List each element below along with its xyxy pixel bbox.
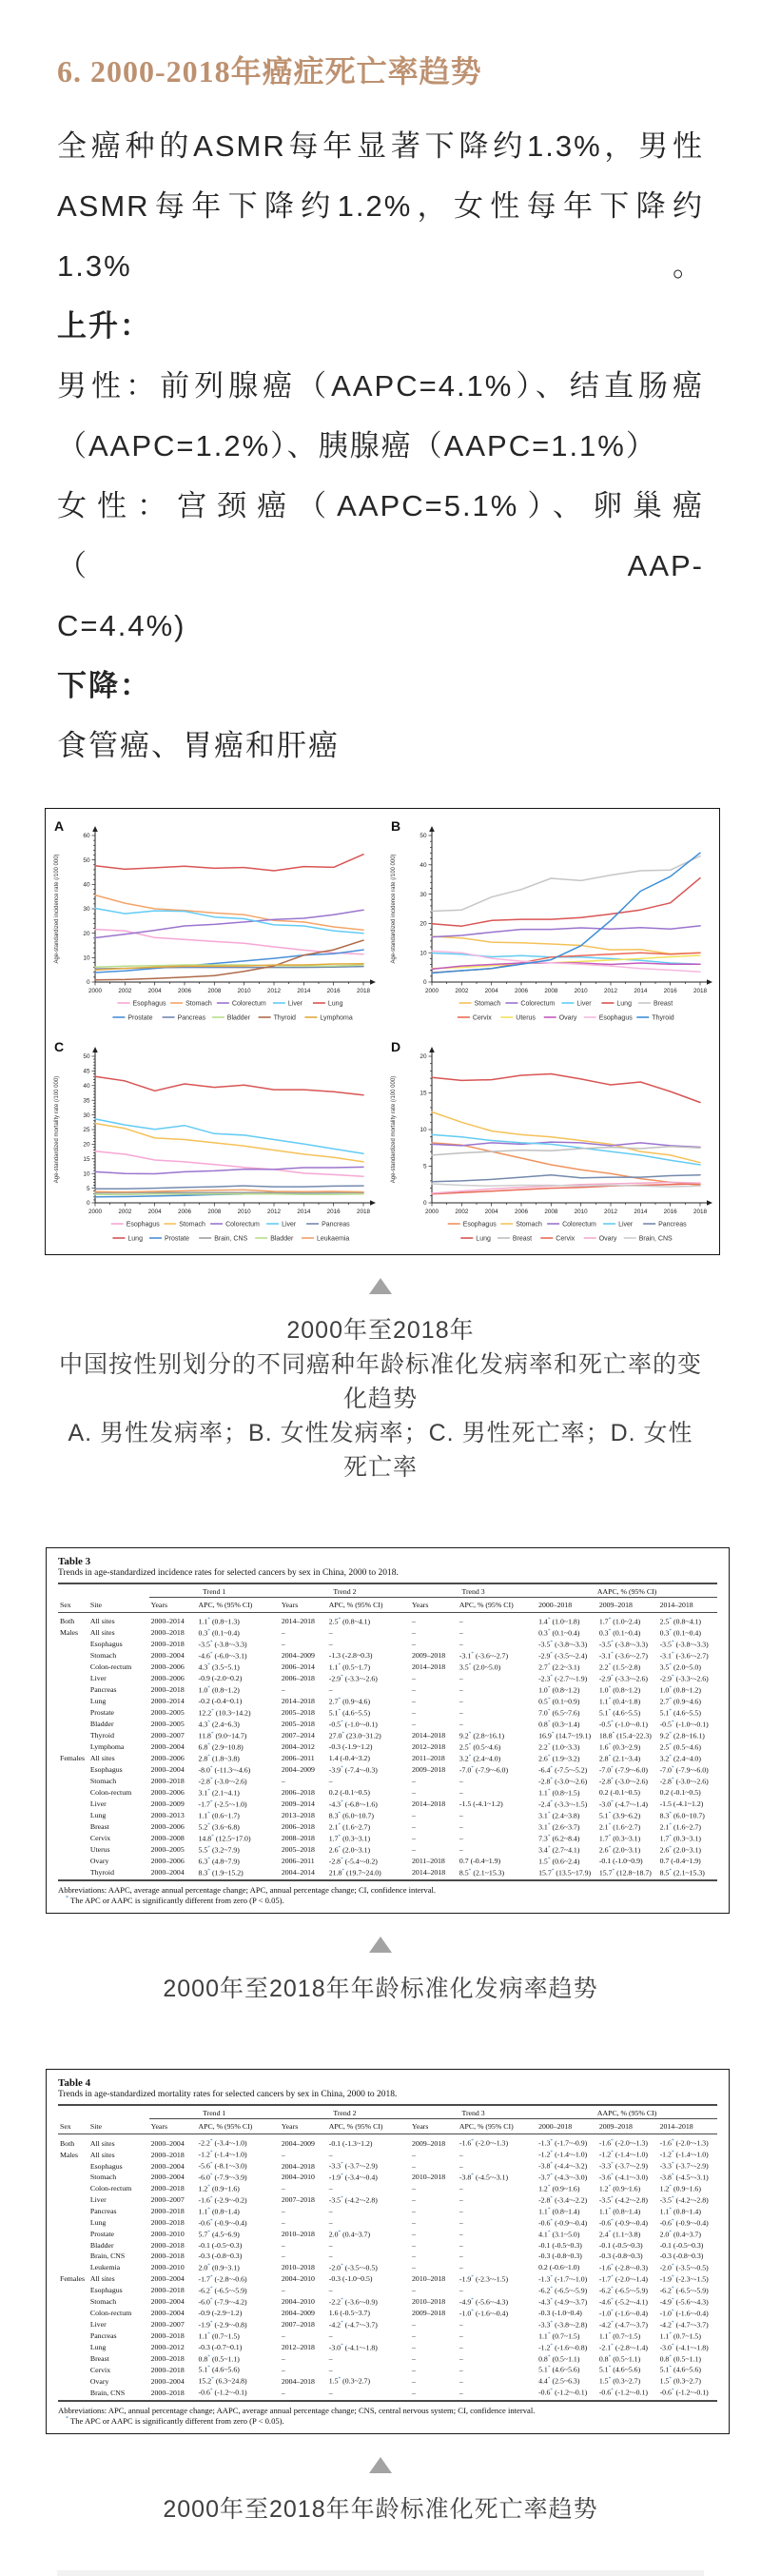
- svg-text:0: 0: [422, 979, 427, 987]
- svg-text:2000: 2000: [424, 1209, 439, 1215]
- svg-text:20: 20: [420, 1053, 427, 1061]
- svg-text:2006: 2006: [177, 988, 192, 994]
- svg-text:50: 50: [83, 1053, 90, 1061]
- body-line: （AAPC=1.2%）、胰腺癌（AAPC=1.1%）: [57, 429, 657, 462]
- svg-text:5: 5: [422, 1163, 427, 1170]
- svg-text:2002: 2002: [455, 988, 469, 994]
- table-row: Females All sites 2000–2004 -1.7* (-2.8~-0.6) 2004–2010 -0.3 (-1.0~0.5) 2010–2018 -1.9* (-2.3~-1.5) -1.3* (-1.7~-1.0) -1.7* (-2.0~-1.4) -1.9* (-2.3~-1.5): [60, 2273, 709, 2284]
- svg-text:Liver: Liver: [576, 1000, 592, 1008]
- svg-text:10: 10: [83, 1170, 90, 1178]
- table-row: Colon-rectum 2000–2004 -0.9 (-2.9~1.2) 2004–2009 1.6 (-0.5~3.7) 2009–2018 -1.0* (-1.6~-0.4) -0.3 (-1.0~0.4) -1.0* (-1.6~-0.4) -1.0* (-1.6~-0.4): [89, 2308, 709, 2318]
- table-row: Stomach 2000–2018 -2.8* (-3.0~-2.6) – – – – -2.8* (-3.0~-2.6) -2.8* (-3.0~-2.6) -2.8* (-3.0~-2.6): [89, 1776, 709, 1786]
- svg-text:2004: 2004: [147, 988, 162, 994]
- body-line: ASMR每年下降约1.2%，女性每年下降约1.3%。: [57, 189, 704, 283]
- svg-text:15: 15: [83, 1156, 90, 1163]
- svg-text:2008: 2008: [207, 988, 222, 994]
- svg-text:2006: 2006: [514, 988, 529, 994]
- svg-text:Age-standardized mortality rat: Age-standardized mortality rate (/100 000): [391, 1075, 397, 1184]
- table-row: Cervix 2000–2018 5.1* (4.6~5.6) – – – – 5.1* (4.6~5.6) 5.1* (4.6~5.6) 5.1* (4.6~5.6): [89, 2365, 701, 2375]
- svg-text:30: 30: [83, 906, 90, 914]
- incidence-females-panel: [382, 813, 719, 1031]
- svg-text:Thyroid: Thyroid: [652, 1014, 674, 1022]
- svg-text:2004: 2004: [484, 988, 498, 994]
- mortality-females-panel: [382, 1033, 719, 1251]
- table-row: Colon-rectum 2000–2006 3.1* (2.1~4.1) 2006–2018 0.2 (-0.1~0.5) – – 1.1* (0.8~1.5) 0.2 (-0.1~0.5) 0.2 (-0.1~0.5): [89, 1787, 701, 1798]
- svg-text:Ovary: Ovary: [558, 1014, 577, 1022]
- svg-text:50: 50: [83, 856, 90, 864]
- chart-panel-A: [46, 813, 382, 1031]
- svg-text:35: 35: [83, 1097, 90, 1105]
- table4-caption: [57, 2457, 704, 2527]
- svg-text:0: 0: [86, 979, 90, 987]
- mortality-males-panel: [46, 1033, 382, 1251]
- svg-text:Ovary: Ovary: [598, 1235, 617, 1243]
- table-row: Uterus 2000–2005 5.5* (3.2~7.9) 2005–2018 2.6* (2.0~3.1) – – 3.4* (2.7~4.1) 2.6* (2.0~3.1) 2.6* (2.0~3.1): [89, 1844, 701, 1855]
- svg-text:2012: 2012: [603, 1209, 618, 1215]
- table4-significance-note: * The APC or AAPC is significantly different from zero (P < 0.05).: [66, 2416, 284, 2426]
- svg-text:Pancreas: Pancreas: [177, 1014, 206, 1022]
- body-line: 下降：: [57, 669, 151, 702]
- table-row: Esophagus 2000–2018 -3.5* (-3.8~-3.3) – – – – -3.5* (-3.8~-3.3) -3.5* (-3.8~-3.3) -3.5* (-3.8~-3.3): [89, 1640, 709, 1649]
- triangle-up-icon: [369, 1937, 392, 1953]
- trends-figure: [45, 808, 720, 1255]
- svg-text:0: 0: [422, 1200, 427, 1208]
- body-line: 女性：宫颈癌（AAPC=5.1%）、卵巢癌（AAP-: [57, 489, 704, 582]
- table3-significance-note: * The APC or AAPC is significantly different from zero (P < 0.05).: [66, 1896, 284, 1906]
- table3-caption-line: 2000年至2018年年龄标准化发病率趋势: [163, 1976, 598, 2003]
- svg-text:Thyroid: Thyroid: [273, 1014, 296, 1022]
- table4-label: Table 4: [58, 2077, 91, 2090]
- svg-text:Liver: Liver: [618, 1221, 634, 1229]
- table-row: Colon-rectum 2000–2006 4.3* (3.5~5.1) 2006–2014 1.1* (0.5~1.7) 2014–2018 3.5* (2.0~5.0) 2.7* (2.2~3.1) 2.2* (1.5~2.8) 3.5* (2.0~5.0): [89, 1662, 701, 1672]
- table-row: Prostate 2000–2010 5.7* (4.5~6.9) 2010–2018 2.0* (0.4~3.7) – – 4.1* (3.1~5.0) 2.4* (1.1~3.8) 2.0* (0.4~3.7): [89, 2230, 701, 2239]
- svg-text:20: 20: [420, 920, 427, 928]
- svg-text:2008: 2008: [544, 1209, 558, 1215]
- svg-text:0: 0: [86, 1200, 90, 1208]
- svg-text:2010: 2010: [237, 1209, 251, 1215]
- table4-box: [46, 2069, 730, 2434]
- svg-text:Liver: Liver: [282, 1221, 297, 1229]
- table-row: Lymphoma 2000–2004 6.8* (2.9~10.8) 2004–2012 -0.3 (-1.9~1.2) 2012–2018 2.5* (0.5~4.6) 2.2* (1.0~3.3) 1.6* (0.3~2.9) 2.5* (0.5~4.6): [89, 1741, 701, 1752]
- svg-text:Colorectum: Colorectum: [225, 1221, 260, 1229]
- body-line: 食管癌、胃癌和肝癌: [57, 729, 340, 762]
- svg-text:Colorectum: Colorectum: [231, 1000, 266, 1008]
- table-row: Stomach 2000–2004 -6.0* (-7.9~-3.9) 2004–2010 -1.9* (-3.4~-0.4) 2010–2018 -3.8* (-4.5~-3.1) -3.7* (-4.3~-3.0) -3.6* (-4.1~-3.0) -3.8* (-4.5~-3.1): [89, 2173, 709, 2182]
- svg-text:C: C: [54, 1039, 65, 1054]
- svg-text:2016: 2016: [663, 988, 677, 994]
- svg-text:Colorectum: Colorectum: [520, 1000, 556, 1008]
- svg-text:Lung: Lung: [327, 1000, 343, 1008]
- svg-text:20: 20: [83, 930, 90, 937]
- table-row: Stomach 2000–2004 -6.0* (-7.9~-4.2) 2004–2010 -2.2* (-3.6~-0.9) 2010–2018 -4.9* (-5.6~-4.3) -4.3* (-4.9~-3.7) -4.6* (-5.2~-4.1) -4.9* (-5.6~-4.3): [89, 2296, 709, 2307]
- svg-text:15: 15: [420, 1090, 427, 1097]
- svg-text:Pancreas: Pancreas: [658, 1221, 687, 1229]
- table-row: Liver 2000–2007 -1.6* (-2.9~-0.2) 2007–2018 -3.5* (-4.2~-2.8) – – -2.8* (-3.4~-2.2) -3.5* (-4.2~-2.8) -3.5* (-4.2~-2.8): [89, 2195, 709, 2205]
- table-row: Leukemia 2000–2010 2.0* (0.9~3.1) 2010–2018 -2.0* (-3.5~-0.5) – – 0.2 (-0.6~1.0) -1.6* (-2.8~-0.3) -2.0* (-3.5~-0.5): [89, 2262, 709, 2272]
- svg-text:Cervix: Cervix: [556, 1235, 576, 1243]
- svg-text:2016: 2016: [326, 1209, 341, 1215]
- figure-caption-line: A. 男性发病率；B. 女性发病率；C. 男性死亡率；D. 女性死亡率: [68, 1420, 693, 1481]
- svg-text:40: 40: [420, 862, 427, 869]
- svg-text:2006: 2006: [514, 1209, 529, 1215]
- svg-text:2014: 2014: [634, 1209, 648, 1215]
- svg-text:40: 40: [83, 1083, 90, 1090]
- table-row: Esophagus 2000–2004 -8.0* (-11.3~-4.6) 2004–2009 -3.9* (-7.4~-0.3) 2009–2018 -7.0* (-7.9~-6.0) -6.4* (-7.5~-5.2) -7.0* (-7.9~-6.0) -7.0* (-7.9~-6.0): [89, 1764, 709, 1775]
- svg-text:10: 10: [83, 954, 90, 962]
- svg-text:2002: 2002: [118, 1209, 132, 1215]
- figure-caption: [57, 1278, 704, 1485]
- table-row: Prostate 2000–2005 12.2* (10.3~14.2) 2005–2018 5.1* (4.6~5.5) – – 7.0* (6.5~7.6) 5.1* (4.6~5.5) 5.1* (4.6~5.5): [89, 1707, 701, 1718]
- chart-panel-B: [382, 813, 719, 1031]
- table3-box: [46, 1547, 730, 1914]
- table-row: Lung 2000–2018 -0.6* (-0.9~-0.4) – – – – -0.6* (-0.9~-0.4) -0.6* (-0.9~-0.4) -0.6* (-0.9~-0.4): [89, 2218, 709, 2228]
- svg-text:Age-standardized incidence rat: Age-standardized incidence rate (/100 000): [54, 854, 60, 964]
- table-row: Esophagus 2000–2018 -6.2* (-6.5~-5.9) – – – – -6.2* (-6.5~-5.9) -6.2* (-6.5~-5.9) -6.2* (-6.5~-5.9): [89, 2285, 709, 2295]
- svg-text:2000: 2000: [424, 988, 439, 994]
- svg-text:2018: 2018: [356, 1209, 371, 1215]
- figure-caption-line: 中国按性别划分的不同癌种年龄标准化发病率和死亡率的变化趋势: [58, 1351, 702, 1412]
- table-row: Males All sites 2000–2018 -1.2* (-1.4~-1.0) – – – – -1.2* (-1.4~-1.0) -1.2* (-1.4~-1.0) -1.2* (-1.4~-1.0): [60, 2150, 709, 2159]
- svg-text:2004: 2004: [484, 1209, 498, 1215]
- svg-text:2000: 2000: [88, 988, 103, 994]
- svg-text:Pancreas: Pancreas: [322, 1221, 350, 1229]
- table4-grid: [58, 2104, 717, 2402]
- trends-data-table: Sex Site Trend 1 Trend 2 Trend 3 AAPC, % (95% CI) Years APC, % (95% CI) Years APC, % (95% CI) Years APC, % (95% CI) 2000–2018 2009–2018 2014–2018 Both All sites 2000–2014 1.1* (0.8~1.3) 2014–2018 2.5* (0.8~4.1) – – 1.4* (1.0~1.8) 1.7* (1.0~2.4) 2.5* (0.8~4.1) Males All sites 2000–2018 0.3* (0.1~0.4) – – – – 0.3* (0.1~0.4) 0.3* (0.1~0.4) 0.3* (0.1~0.4) Esophagus 2000–2018 -3.5* (-3.8~-3.3) – – – – -3.5* (-3.8~-3.3) -3.5* (-3.8~-3.3) -3.5* (-3.8~-3.3) Stomach 2000–2004 -4.6* (-6.0~-3.1) 2004–2009 -1.3 (-2.8~0.3) 2009–2018 -3.1* (-3.6~-2.7) -2.9* (-3.5~-2.4) -3.1* (-3.6~-2.7) -3.1* (-3.6~-2.7) Colon-rectum 2000–2006 4.3* (3.5~5.1) 2006–2014 1.1* (0.5~1.7) 2014–2018 3.5* (2.0~5.0) 2.7* (2.2~3.1) 2.2* (1.5~2.8) 3.5* (2.0~5.0) Liver 2000–2006 -0.9 (-2.0~0.2) 2006–2018 -2.9* (-3.3~-2.6) – – -2.3* (-2.7~-1.9) -2.9* (-3.3~-2.6) -2.9* (-3.3~-2.6) Pancreas 2000–2018 1.0* (0.8~1.2) – – – – 1.0* (0.8~1.2) 1.0* (0.8~1.2) 1.0* (0.8~1.2) Lung 2000–2014 -0.2 (-0.4~0.1) 2014–2018 2.7* (0.9~4.6) – – 0.5* (0.1~0.9) 1.1* (0.4~1.8) 2.7* (0.9~4.6) Prostate 2000–2005 12.2* (10.3~14.2) 2005–2018 5.1* (4.6~5.5) – – 7.0* (6.5~7.6) 5.1* (4.6~5.5) 5.1* (4.6~5.5) Bladder 2000–2005 4.3* (2.4~6.3) 2005–2018 -0.5* (-1.0~-0.1) – – 0.8* (0.3~1.4) -0.5* (-1.0~-0.1) -0.5* (-1.0~-0.1) Thyroid 2000–2007 11.8* (9.0~14.7) 2007–2014 27.0* (23.0~31.2) 2014–2018 9.2* (2.8~16.1) 16.9* (14.7~19.1) 18.8* (15.4~22.3) 9.2* (2.8~16.1) Lymphoma 2000–2004 6.8* (2.9~10.8) 2004–2012 -0.3 (-1.9~1.2) 2012–2018 2.5* (0.5~4.6) 2.2* (1.0~3.3) 1.6* (0.3~2.9) 2.5* (0.5~4.6) Females All sites 2000–2006 2.8* (1.8~3.8) 2006–2011 1.4 (-0.4~3.2) 2011–2018 3.2* (2.4~4.0) 2.6* (1.9~3.2) 2.8* (2.1~3.4) 3.2* (2.4~4.0) Esophagus 2000–2004 -8.0* (-11.3~-4.6) 2004–2009 -3.9* (-7.4~-0.3) 2009–2018 -7.0* (-7.9~-6.0) -6.4* (-7.5~-5.2) -7.0* (-7.9~-6.0) -7.0* (-7.9~-6.0) Stomach 2000–2018 -2.8* (-3.0~-2.6) – – – – -2.8* (-3.0~-2.6) -2.8* (-3.0~-2.6) -2.8* (-3.0~-2.6) Colon-rectum 2000–2006 3.1* (2.1~4.1) 2006–2018 0.2 (-0.1~0.5) – – 1.1* (0.8~1.5) 0.2 (-0.1~0.5) 0.2 (-0.1~0.5) Liver 2000–2009 -1.7* (-2.5~-1.0) 2009–2014 -4.3* (-6.8~-1.6) 2014–2018 -1.5 (-4.1~1.2) -2.4* (-3.3~-1.5) -3.0* (-4.7~-1.4) -1.5 (-4.1~1.2) Lung 2000–2013 1.1* (0.6~1.7) 2013–2018 8.3* (6.0~10.7) – – 3.1* (2.4~3.8) 5.1* (3.9~6.2) 8.3* (6.0~10.7) Breast 2000–2006 5.2* (3.6~6.8) 2006–2018 2.1* (1.6~2.7) – – 3.1* (2.6~3.7) 2.1* (1.6~2.7) 2.1* (1.6~2.7) Cervix 2000–2008 14.8* (12.5~17.0) 2008–2018 1.7* (0.3~3.1) – – 7.3* (6.2~8.4) 1.7* (0.3~3.1) 1.7* (0.3~3.1) Uterus 2000–2005 5.5* (3.2~7.9) 2005–2018 2.6* (2.0~3.1) – – 3.4* (2.7~4.1) 2.6* (2.0~3.1) 2.6* (2.0~3.1) Ovary 2000–2006 6.3* (4.8~7.9) 2006–2011 -2.8* (-5.4~-0.2) 2011–2018 0.7 (-0.4~1.9) 1.5* (0.6~2.4) -0.1 (-1.0~0.9) 0.7 (-0.4~1.9) Thyroid 2000–2004 8.3* (1.9~15.2) 2004–2014 21.8* (19.7~24.0) 2014–2018 8.5* (2.1~15.3) 15.7* (13.5~17.9) 15.7* (12.8~18.7) 8.5* (2.1~15.3): [58, 1583, 717, 1881]
- svg-text:25: 25: [83, 1127, 90, 1134]
- table-row: Brain, CNS 2000–2018 -0.3 (-0.8~0.3) – – – – -0.3 (-0.8~0.3) -0.3 (-0.8~0.3) -0.3 (-0.8~0.3): [89, 2252, 704, 2261]
- body-line: 全癌种的ASMR每年显著下降约1.3%，男性: [57, 129, 704, 163]
- svg-text:10: 10: [420, 950, 427, 957]
- svg-text:2010: 2010: [237, 988, 251, 994]
- svg-text:2018: 2018: [356, 988, 371, 994]
- table3-description: Trends in age-standardized incidence rates for selected cancers by sex in China, 2000 to 2018.: [58, 1568, 399, 1578]
- triangle-up-icon: [369, 1278, 392, 1294]
- svg-text:Colorectum: Colorectum: [562, 1221, 596, 1229]
- table-row: Females All sites 2000–2006 2.8* (1.8~3.8) 2006–2011 1.4 (-0.4~3.2) 2011–2018 3.2* (2.4~4.0) 2.6* (1.9~3.2) 2.8* (2.1~3.4) 3.2* (2.4~4.0): [60, 1753, 701, 1763]
- svg-text:2014: 2014: [634, 988, 648, 994]
- table3-grid: [58, 1583, 717, 1881]
- svg-text:2018: 2018: [693, 1209, 708, 1215]
- svg-text:Lymphoma: Lymphoma: [320, 1014, 353, 1022]
- svg-text:2016: 2016: [326, 988, 341, 994]
- svg-text:Esophagus: Esophagus: [598, 1014, 633, 1022]
- svg-text:5: 5: [86, 1185, 90, 1192]
- svg-text:Brain, CNS: Brain, CNS: [214, 1235, 248, 1243]
- svg-text:10: 10: [420, 1127, 427, 1134]
- svg-text:D: D: [391, 1039, 401, 1054]
- svg-text:2002: 2002: [118, 988, 132, 994]
- svg-text:2014: 2014: [297, 988, 311, 994]
- svg-text:2008: 2008: [544, 988, 558, 994]
- svg-text:30: 30: [83, 1111, 90, 1119]
- svg-text:Lung: Lung: [616, 1000, 632, 1008]
- svg-text:50: 50: [420, 833, 427, 840]
- svg-text:Stomach: Stomach: [185, 1000, 212, 1008]
- table-row: Both All sites 2000–2004 -2.2* (-3.4~-1.0) 2004–2009 -0.1 (-1.3~1.2) 2009–2018 -1.6* (-2.0~-1.3) -1.3* (-1.7~-0.9) -1.6* (-2.0~-1.3) -1.6* (-2.0~-1.3): [60, 2138, 709, 2148]
- svg-text:2004: 2004: [147, 1209, 162, 1215]
- chart-panel-C: [46, 1033, 382, 1251]
- table4-caption-line: 2000年至2018年年龄标准化死亡率趋势: [163, 2496, 598, 2523]
- table-row: Colon-rectum 2000–2018 1.2* (0.9~1.6) – – – – 1.2* (0.9~1.6) 1.2* (0.9~1.6) 1.2* (0.9~1.6): [89, 2184, 701, 2193]
- svg-text:Age-standardized incidence rat: Age-standardized incidence rate (/100 000): [391, 854, 397, 964]
- svg-text:Cervix: Cervix: [472, 1014, 492, 1022]
- svg-text:2010: 2010: [574, 988, 588, 994]
- table-row: Liver 2000–2006 -0.9 (-2.0~0.2) 2006–2018 -2.9* (-3.3~-2.6) – – -2.3* (-2.7~-1.9) -2.9* (-3.3~-2.6) -2.9* (-3.3~-2.6): [89, 1674, 709, 1683]
- svg-text:2016: 2016: [663, 1209, 677, 1215]
- table-row: Pancreas 2000–2018 1.0* (0.8~1.2) – – – – 1.0* (0.8~1.2) 1.0* (0.8~1.2) 1.0* (0.8~1.2): [89, 1685, 701, 1695]
- table-row: Thyroid 2000–2007 11.8* (9.0~14.7) 2007–2014 27.0* (23.0~31.2) 2014–2018 9.2* (2.8~16.1) 16.9* (14.7~19.1) 18.8* (15.4~22.3) 9.2* (2.8~16.1): [89, 1730, 705, 1740]
- svg-text:2014: 2014: [297, 1209, 311, 1215]
- table3-abbreviations: Abbreviations: AAPC, average annual percentage change; APC, annual percentage change; CI, confidence interval.: [58, 1885, 437, 1896]
- svg-text:40: 40: [83, 881, 90, 889]
- table-row: Cervix 2000–2008 14.8* (12.5~17.0) 2008–2018 1.7* (0.3~3.1) – – 7.3* (6.2~8.4) 1.7* (0.3~3.1) 1.7* (0.3~3.1): [89, 1833, 701, 1843]
- triangle-up-icon: [369, 2457, 392, 2473]
- table4-description: Trends in age-standardized mortality rates for selected cancers by sex in China, 2000 to 2018.: [58, 2090, 398, 2100]
- svg-text:Bladder: Bladder: [226, 1014, 250, 1022]
- incidence-males-panel: [46, 813, 382, 1031]
- table-row: Stomach 2000–2004 -4.6* (-6.0~-3.1) 2004–2009 -1.3 (-2.8~0.3) 2009–2018 -3.1* (-3.6~-2.7) -2.9* (-3.5~-2.4) -3.1* (-3.6~-2.7) -3.1* (-3.6~-2.7): [89, 1651, 709, 1661]
- table-row: Bladder 2000–2018 -0.1 (-0.5~0.3) – – – – -0.1 (-0.5~0.3) -0.1 (-0.5~0.3) -0.1 (-0.5~0.3): [89, 2241, 704, 2250]
- svg-text:20: 20: [83, 1141, 90, 1149]
- table-row: Males All sites 2000–2018 0.3* (0.1~0.4) – – – – 0.3* (0.1~0.4) 0.3* (0.1~0.4) 0.3* (0.1~0.4): [60, 1628, 701, 1638]
- table-row: Pancreas 2000–2018 1.1* (0.7~1.5) – – – – 1.1* (0.7~1.5) 1.1* (0.7~1.5) 1.1* (0.7~1.5): [89, 2330, 701, 2341]
- svg-text:2012: 2012: [603, 988, 618, 994]
- svg-text:2002: 2002: [455, 1209, 469, 1215]
- svg-text:Age-standardized mortality rat: Age-standardized mortality rate (/100 000): [54, 1075, 60, 1184]
- svg-text:Prostate: Prostate: [165, 1235, 190, 1243]
- svg-text:Liver: Liver: [287, 1000, 303, 1008]
- svg-text:Breast: Breast: [654, 1000, 673, 1008]
- table-row: Lung 2000–2012 -0.3 (-0.7~0.1) 2012–2018 -3.0* (-4.1~-1.8) – – -1.2* (-1.6~-0.8) -2.1* (-2.8~-1.4) -3.0* (-4.1~-1.8): [89, 2342, 709, 2352]
- table-row: Liver 2000–2007 -1.9* (-2.9~-0.8) 2007–2018 -4.2* (-4.7~-3.7) – – -3.3* (-3.8~-2.8) -4.2* (-4.7~-3.7) -4.2* (-4.7~-3.7): [89, 2319, 709, 2330]
- body-line: C=4.4%): [57, 609, 186, 642]
- table-row: Breast 2000–2018 0.8* (0.5~1.1) – – – – 0.8* (0.5~1.1) 0.8* (0.5~1.1) 0.8* (0.5~1.1): [89, 2353, 701, 2364]
- table-row: Esophagus 2000–2004 -5.6* (-8.1~-3.0) 2004–2018 -3.3* (-3.7~-2.9) – – -3.8* (-4.4~-3.2) -3.3* (-3.7~-2.9) -3.3* (-3.7~-2.9): [89, 2161, 709, 2171]
- svg-text:2012: 2012: [266, 1209, 282, 1215]
- table-row: Bladder 2000–2005 4.3* (2.4~6.3) 2005–2018 -0.5* (-1.0~-0.1) – – 0.8* (0.3~1.4) -0.5* (-1.0~-0.1) -0.5* (-1.0~-0.1): [89, 1719, 709, 1729]
- table3-caption: [57, 1937, 704, 2006]
- svg-text:30: 30: [420, 891, 427, 898]
- body-text: [57, 116, 704, 776]
- svg-text:Stomach: Stomach: [474, 1000, 501, 1008]
- trends-data-table: Sex Site Trend 1 Trend 2 Trend 3 AAPC, % (95% CI) Years APC, % (95% CI) Years APC, % (95% CI) Years APC, % (95% CI) 2000–2018 2009–2018 2014–2018 Both All sites 2000–2004 -2.2* (-3.4~-1.0) 2004–2009 -0.1 (-1.3~1.2) 2009–2018 -1.6* (-2.0~-1.3) -1.3* (-1.7~-0.9) -1.6* (-2.0~-1.3) -1.6* (-2.0~-1.3) Males All sites 2000–2018 -1.2* (-1.4~-1.0) – – – – -1.2* (-1.4~-1.0) -1.2* (-1.4~-1.0) -1.2* (-1.4~-1.0) Esophagus 2000–2004 -5.6* (-8.1~-3.0) 2004–2018 -3.3* (-3.7~-2.9) – – -3.8* (-4.4~-3.2) -3.3* (-3.7~-2.9) -3.3* (-3.7~-2.9) Stomach 2000–2004 -6.0* (-7.9~-3.9) 2004–2010 -1.9* (-3.4~-0.4) 2010–2018 -3.8* (-4.5~-3.1) -3.7* (-4.3~-3.0) -3.6* (-4.1~-3.0) -3.8* (-4.5~-3.1) Colon-rectum 2000–2018 1.2* (0.9~1.6) – – – – 1.2* (0.9~1.6) 1.2* (0.9~1.6) 1.2* (0.9~1.6) Liver 2000–2007 -1.6* (-2.9~-0.2) 2007–2018 -3.5* (-4.2~-2.8) – – -2.8* (-3.4~-2.2) -3.5* (-4.2~-2.8) -3.5* (-4.2~-2.8) Pancreas 2000–2018 1.1* (0.8~1.4) – – – – 1.1* (0.8~1.4) 1.1* (0.8~1.4) 1.1* (0.8~1.4) Lung 2000–2018 -0.6* (-0.9~-0.4) – – – – -0.6* (-0.9~-0.4) -0.6* (-0.9~-0.4) -0.6* (-0.9~-0.4) Prostate 2000–2010 5.7* (4.5~6.9) 2010–2018 2.0* (0.4~3.7) – – 4.1* (3.1~5.0) 2.4* (1.1~3.8) 2.0* (0.4~3.7) Bladder 2000–2018 -0.1 (-0.5~0.3) – – – – -0.1 (-0.5~0.3) -0.1 (-0.5~0.3) -0.1 (-0.5~0.3) Brain, CNS 2000–2018 -0.3 (-0.8~0.3) – – – – -0.3 (-0.8~0.3) -0.3 (-0.8~0.3) -0.3 (-0.8~0.3) Leukemia 2000–2010 2.0* (0.9~3.1) 2010–2018 -2.0* (-3.5~-0.5) – – 0.2 (-0.6~1.0) -1.6* (-2.8~-0.3) -2.0* (-3.5~-0.5) Females All sites 2000–2004 -1.7* (-2.8~-0.6) 2004–2010 -0.3 (-1.0~0.5) 2010–2018 -1.9* (-2.3~-1.5) -1.3* (-1.7~-1.0) -1.7* (-2.0~-1.4) -1.9* (-2.3~-1.5) Esophagus 2000–2018 -6.2* (-6.5~-5.9) – – – – -6.2* (-6.5~-5.9) -6.2* (-6.5~-5.9) -6.2* (-6.5~-5.9) Stomach 2000–2004 -6.0* (-7.9~-4.2) 2004–2010 -2.2* (-3.6~-0.9) 2010–2018 -4.9* (-5.6~-4.3) -4.3* (-4.9~-3.7) -4.6* (-5.2~-4.1) -4.9* (-5.6~-4.3) Colon-rectum 2000–2004 -0.9 (-2.9~1.2) 2004–2009 1.6 (-0.5~3.7) 2009–2018 -1.0* (-1.6~-0.4) -0.3 (-1.0~0.4) -1.0* (-1.6~-0.4) -1.0* (-1.6~-0.4) Liver 2000–2007 -1.9* (-2.9~-0.8) 2007–2018 -4.2* (-4.7~-3.7) – – -3.3* (-3.8~-2.8) -4.2* (-4.7~-3.7) -4.2* (-4.7~-3.7) Pancreas 2000–2018 1.1* (0.7~1.5) – – – – 1.1* (0.7~1.5) 1.1* (0.7~1.5) 1.1* (0.7~1.5) Lung 2000–2012 -0.3 (-0.7~0.1) 2012–2018 -3.0* (-4.1~-1.8) – – -1.2* (-1.6~-0.8) -2.1* (-2.8~-1.4) -3.0* (-4.1~-1.8) Breast 2000–2018 0.8* (0.5~1.1) – – – – 0.8* (0.5~1.1) 0.8* (0.5~1.1) 0.8* (0.5~1.1) Cervix 2000–2018 5.1* (4.6~5.6) – – – – 5.1* (4.6~5.6) 5.1* (4.6~5.6) 5.1* (4.6~5.6) Ovary 2000–2004 15.2* (6.3~24.8) 2004–2018 1.5* (0.3~2.7) – – 4.4* (2.5~6.3) 1.5* (0.3~2.7) 1.5* (0.3~2.7) Brain, CNS 2000–2018 -0.6* (-1.2~-0.1) – – – – -0.6* (-1.2~-0.1) -0.6* (-1.2~-0.1) -0.6* (-1.2~-0.1): [58, 2104, 717, 2402]
- table-row: Pancreas 2000–2018 1.1* (0.8~1.4) – – – – 1.1* (0.8~1.4) 1.1* (0.8~1.4) 1.1* (0.8~1.4): [89, 2207, 701, 2216]
- svg-text:A: A: [54, 818, 65, 834]
- table4-abbreviations: Abbreviations: APC, annual percentage change; AAPC, average annual percentage change; CNS, central nervous system; CI, confidence interval.: [58, 2406, 536, 2415]
- table-row: Thyroid 2000–2004 8.3* (1.9~15.2) 2004–2014 21.8* (19.7~24.0) 2014–2018 8.5* (2.1~15.3) 15.7* (13.5~17.9) 15.7* (12.8~18.7) 8.5* (2.1~15.3): [58, 1866, 717, 1880]
- table-row: Lung 2000–2014 -0.2 (-0.4~0.1) 2014–2018 2.7* (0.9~4.6) – – 0.5* (0.1~0.9) 1.1* (0.4~1.8) 2.7* (0.9~4.6): [89, 1696, 701, 1706]
- table-row: Ovary 2000–2006 6.3* (4.8~7.9) 2006–2011 -2.8* (-5.4~-0.2) 2011–2018 0.7 (-0.4~1.9) 1.5* (0.6~2.4) -0.1 (-1.0~0.9) 0.7 (-0.4~1.9): [89, 1856, 701, 1866]
- svg-text:Lung: Lung: [127, 1235, 143, 1243]
- table3-label: Table 3: [58, 1556, 91, 1567]
- svg-text:Leukaemia: Leukaemia: [317, 1235, 350, 1243]
- svg-text:2012: 2012: [266, 988, 282, 994]
- chart-panel-D: [382, 1033, 719, 1251]
- svg-text:45: 45: [83, 1068, 90, 1075]
- svg-text:2018: 2018: [693, 988, 708, 994]
- svg-text:Bladder: Bladder: [270, 1235, 294, 1243]
- body-line: 男性：前列腺癌（AAPC=4.1%）、结直肠癌: [57, 369, 704, 403]
- svg-text:Esophagus: Esophagus: [462, 1221, 497, 1229]
- page-title: 6. 2000-2018年癌症死亡率趋势: [57, 54, 482, 88]
- body-line: 上升：: [57, 309, 151, 343]
- svg-text:B: B: [391, 818, 401, 834]
- svg-text:2006: 2006: [177, 1209, 192, 1215]
- bottom-divider: [57, 2570, 704, 2576]
- svg-text:Esophagus: Esophagus: [126, 1221, 160, 1229]
- svg-text:60: 60: [83, 833, 90, 840]
- table-row: Lung 2000–2013 1.1* (0.6~1.7) 2013–2018 8.3* (6.0~10.7) – – 3.1* (2.4~3.8) 5.1* (3.9~6.2) 8.3* (6.0~10.7): [89, 1810, 705, 1820]
- svg-text:Esophagus: Esophagus: [132, 1000, 166, 1008]
- svg-text:Uterus: Uterus: [516, 1014, 536, 1022]
- svg-text:Brain, CNS: Brain, CNS: [638, 1235, 673, 1243]
- svg-text:Stomach: Stomach: [516, 1221, 542, 1229]
- svg-text:Lung: Lung: [476, 1235, 491, 1243]
- table-row: Ovary 2000–2004 15.2* (6.3~24.8) 2004–2018 1.5* (0.3~2.7) – – 4.4* (2.5~6.3) 1.5* (0.3~2.7) 1.5* (0.3~2.7): [89, 2376, 701, 2387]
- svg-text:Stomach: Stomach: [179, 1221, 205, 1229]
- table-row: Both All sites 2000–2014 1.1* (0.8~1.3) 2014–2018 2.5* (0.8~4.1) – – 1.4* (1.0~1.8) 1.7* (1.0~2.4) 2.5* (0.8~4.1): [60, 1617, 701, 1626]
- svg-text:2010: 2010: [574, 1209, 588, 1215]
- svg-text:Prostate: Prostate: [127, 1014, 153, 1022]
- table-row: Brain, CNS 2000–2018 -0.6* (-1.2~-0.1) – – – – -0.6* (-1.2~-0.1) -0.6* (-1.2~-0.1) -0.6* (-1.2~-0.1): [58, 2387, 717, 2401]
- svg-text:2008: 2008: [207, 1209, 222, 1215]
- table-row: Breast 2000–2006 5.2* (3.6~6.8) 2006–2018 2.1* (1.6~2.7) – – 3.1* (2.6~3.7) 2.1* (1.6~2.7) 2.1* (1.6~2.7): [89, 1821, 701, 1832]
- figure-caption-line: 2000年至2018年: [286, 1317, 475, 1344]
- svg-text:Breast: Breast: [512, 1235, 533, 1243]
- table-row: Liver 2000–2009 -1.7* (-2.5~-1.0) 2009–2014 -4.3* (-6.8~-1.6) 2014–2018 -1.5 (-4.1~1.2) -2.4* (-3.3~-1.5) -3.0* (-4.7~-1.4) -1.5 (-4.1~1.2): [89, 1799, 704, 1809]
- svg-text:2000: 2000: [88, 1209, 103, 1215]
